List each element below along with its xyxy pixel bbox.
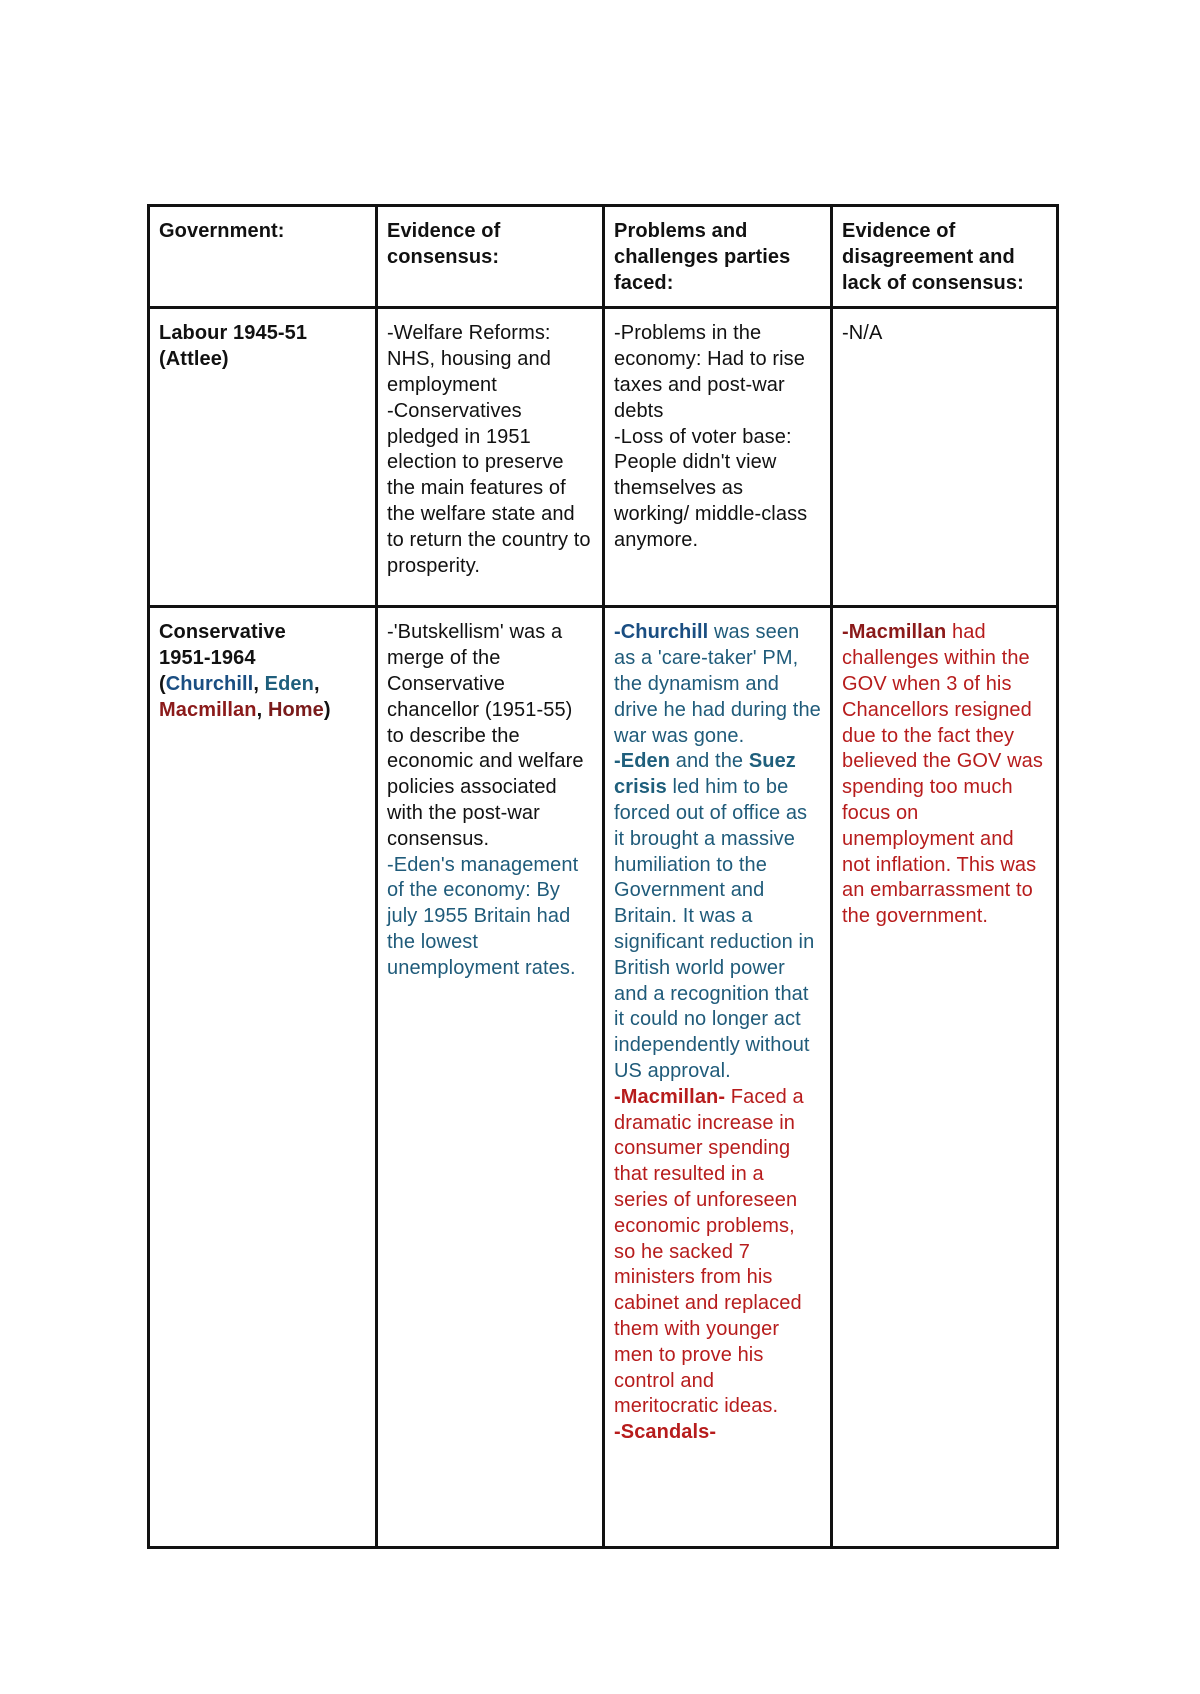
disagreement-macmillan-name: -Macmillan xyxy=(842,621,947,644)
pm-eden: Eden xyxy=(264,672,314,695)
problems-eden-name: -Eden xyxy=(614,750,671,773)
pm-comma-1: , xyxy=(253,672,265,695)
labour-problems-2: -Loss of voter base: People didn't view themselves as working/ middle-class anymore. xyxy=(614,425,808,551)
table-row-labour xyxy=(149,308,1058,607)
problems-macmillan-name: -Macmillan- xyxy=(614,1085,726,1108)
pm-open: ( xyxy=(159,672,166,695)
problems-eden xyxy=(614,749,821,1084)
conservative-government-line1: Conservative xyxy=(159,621,286,644)
pm-macmillan: Macmillan xyxy=(159,698,257,721)
problems-churchill-name: -Churchill xyxy=(614,621,709,644)
pm-comma-2: , xyxy=(313,672,320,695)
labour-government-cell xyxy=(149,308,377,607)
header-disagreement: Evidence of disagreement and lack of consensus: xyxy=(832,206,1058,308)
disagreement-macmillan xyxy=(842,621,1043,927)
conservative-evidence-2: -Eden's management of the economy: By july 1955 Britain had the lowest unemployment rates. xyxy=(387,853,579,979)
labour-evidence-2: -Conservatives pledged in 1951 election to preserve the main features of the welfare state and to return the country to prosperity. xyxy=(387,399,591,577)
conservative-government-cell xyxy=(149,607,377,1548)
labour-government: Labour 1945-51 (Attlee) xyxy=(159,322,308,371)
labour-problems-cell xyxy=(604,308,832,607)
pm-comma-3: , xyxy=(256,698,268,721)
table-row-conservative xyxy=(149,607,1058,1548)
labour-evidence-1: -Welfare Reforms: NHS, housing and employment xyxy=(387,322,551,396)
pm-close: ) xyxy=(323,698,331,721)
problems-churchill-text: was seen as a 'care-taker' PM, the dynamism and drive he had during the war was gone. xyxy=(614,621,821,747)
problems-scandals: -Scandals- xyxy=(614,1421,717,1444)
conservative-government-line2: 1951-1964 xyxy=(159,647,256,670)
problems-eden-mid: and the xyxy=(670,750,749,773)
labour-problems-1: -Problems in the economy: Had to rise taxes and post-war debts xyxy=(614,322,805,422)
labour-evidence-cell xyxy=(377,308,604,607)
header-government: Government: xyxy=(149,206,377,308)
header-evidence-consensus: Evidence of consensus: xyxy=(377,206,604,308)
header-row xyxy=(149,206,1058,308)
pm-list xyxy=(159,673,331,721)
header-problems: Problems and challenges parties faced: xyxy=(604,206,832,308)
conservative-evidence-cell xyxy=(377,607,604,1548)
problems-macmillan-text: Faced a dramatic increase in consumer spending that resulted in a series of unforeseen economic problems, so he sacked 7 ministers from his cabinet and replaced them with younger men to prove his control and meritocratic ideas. xyxy=(614,1085,804,1418)
problems-suez: Suez crisis xyxy=(614,750,796,799)
pm-home: Home xyxy=(267,698,324,721)
consensus-table xyxy=(147,204,1059,1549)
disagreement-macmillan-text: had challenges within the GOV when 3 of his Chancellors resigned due to the fact they believed the GOV was spending too much focus on unemployment and not inflation. This was an embarrassment to the government. xyxy=(842,621,1043,928)
problems-macmillan xyxy=(614,1085,821,1420)
conservative-evidence-1: -'Butskellism' was a merge of the Conservative chancellor (1951-55) to describe the economic and welfare policies associated with the post-war consensus. xyxy=(387,621,584,850)
problems-churchill xyxy=(614,620,821,749)
conservative-disagreement-cell xyxy=(832,607,1058,1548)
problems-eden-text: led him to be forced out of office as it brought a massive humiliation to the Government and Britain. It was a significant reduction in British world power and a recognition that it could no longer act independently without US approval. xyxy=(614,776,815,1082)
labour-disagreement-cell xyxy=(832,308,1058,607)
pm-churchill: Churchill xyxy=(165,672,254,695)
labour-disagreement: -N/A xyxy=(842,322,883,345)
conservative-problems-cell xyxy=(604,607,832,1548)
